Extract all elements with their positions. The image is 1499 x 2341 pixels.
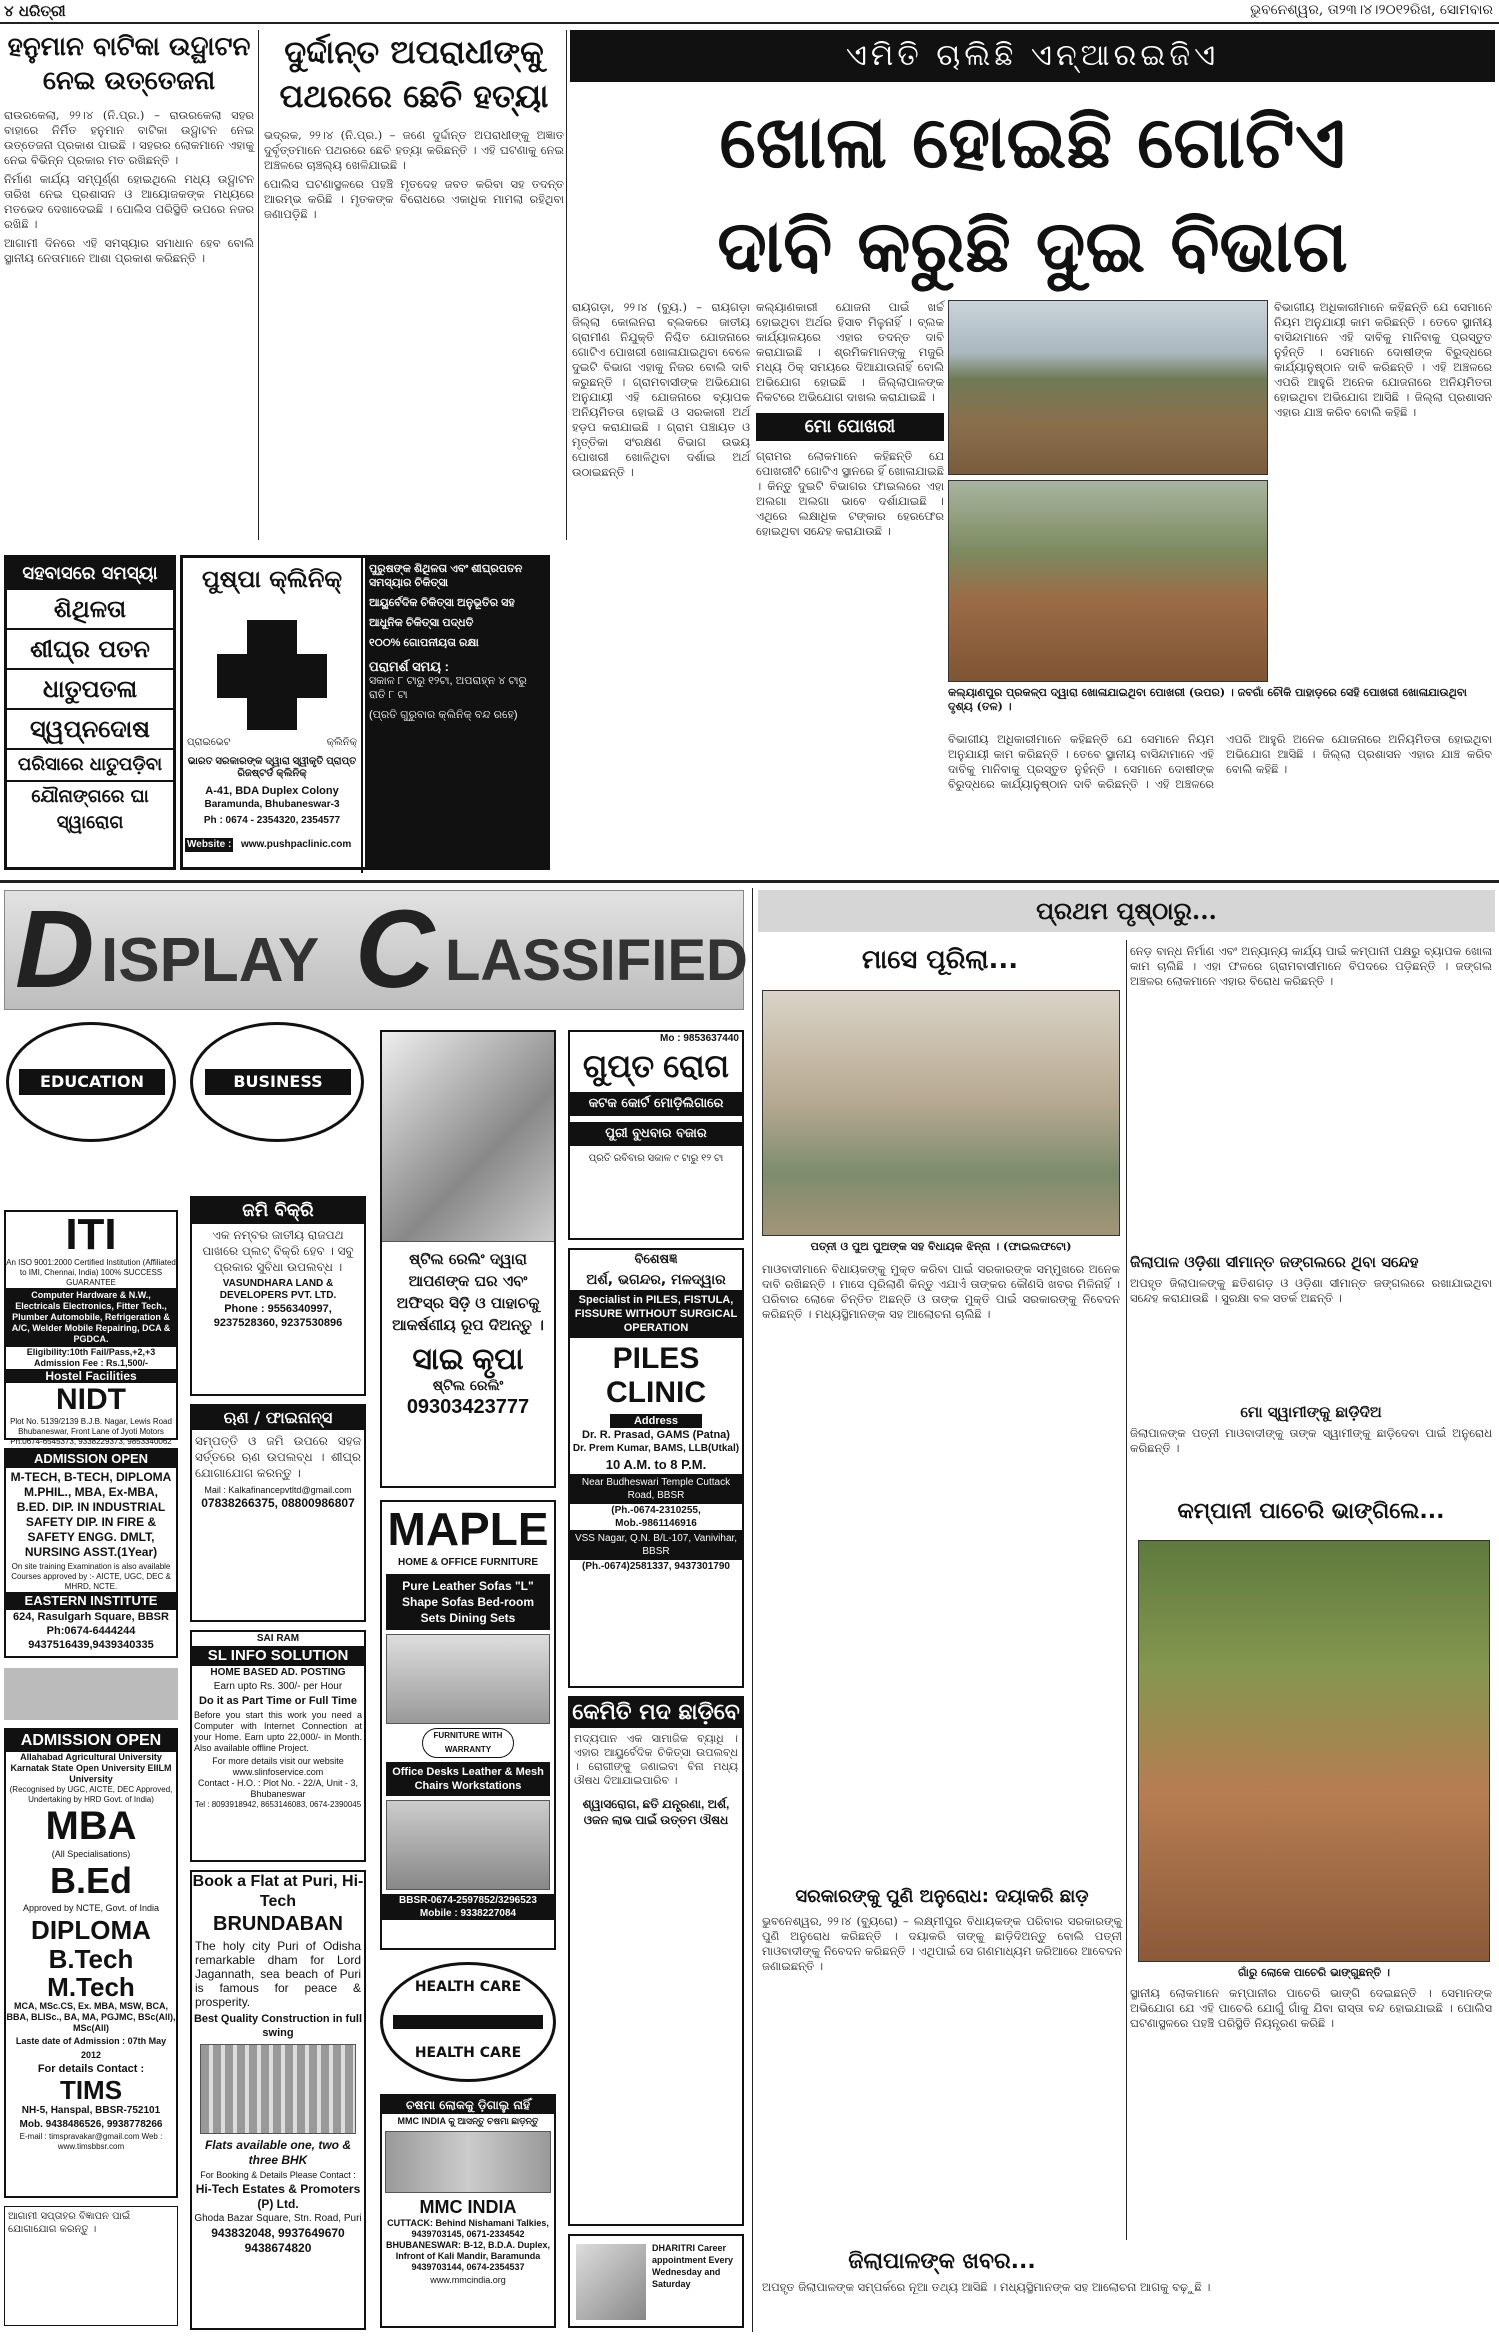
story-a-family-photo <box>762 990 1120 1236</box>
ad-pushpa-right-tag: କ୍ଲିନିକ୍ <box>326 737 357 748</box>
sofa-photo <box>386 1634 550 1724</box>
classified-letter-c: C <box>355 888 435 1011</box>
medical-cross-icon-bar <box>217 654 327 698</box>
ad-land-sale <box>190 1196 366 1396</box>
ad-secret-title: ଗୁପ୍ତ ରୋଗ <box>582 1048 730 1084</box>
story-murder-headline: ଦୁର୍ଦ୍ଦାନ୍ତ ଅପରାଧୀଙ୍କୁ ପଥରରେ ଛେଚି ହତ୍ୟା <box>279 33 549 115</box>
ad-admission-note: On site training Examination is also available Courses approved by :- AICTE, UGC, DEC & MHRD, NCTE. <box>11 1562 171 1591</box>
ad-sl-part: Do it as Part Time or Full Time <box>199 1695 357 1707</box>
story-paragraph: ଆଗାମୀ ଦିନରେ ଏହି ସମସ୍ୟାର ସମାଧାନ ହେବ ବୋଲି ସ୍ଥାନୀୟ ନେତାମାନେ ଆଶା ପ୍ରକାଶ କରିଛନ୍ତି । <box>4 236 254 265</box>
ad-steel-name: ସାଇ କୃପା <box>412 1343 524 1376</box>
ad-mmc-name: MMC INDIA <box>419 2197 517 2217</box>
ad-land-body: ଏକ ନମ୍ବର ଜାତୀୟ ରାଜପଥ ପାଖରେ ପ୍ଲଟ୍ ବିକ୍ରି ହେବ । ସବୁ ପ୍ରକାର ସୁବିଧା ଉପଲବ୍ଧ । <box>202 1228 354 1274</box>
ad-iti <box>4 1210 178 1446</box>
ad-sex-problems-title: ସହବାସରେ ସମସ୍ୟା <box>7 558 173 590</box>
ad-piles-expert: ବିଶେଷଜ୍ଞ <box>634 1252 678 1267</box>
ad-tims-diploma: DIPLOMA <box>31 1915 151 1945</box>
ad-brundaban <box>190 1870 366 2330</box>
story-a-headline: ମାସେ ପୂରିଲା... <box>861 945 1019 975</box>
ad-iti-cert: An ISO 9001:2000 Certified Institution (Affiliated to IMI, Chennai, India) 100% SUCCESS GUARANTEE <box>6 1258 176 1287</box>
ad-pushpa-point: ଆୟୁର୍ବେଦିକ ଚିକିତ୍ସା ଅନୁଭୂତିର ସହ <box>369 597 515 609</box>
ad-land-phone: Phone : 9556340997, 9237528360, 9237530896 <box>213 1303 343 1329</box>
badge-business-label: BUSINESS <box>205 1069 351 1095</box>
ad-brundaban-company: Hi-Tech Estates & Promoters (P) Ltd. <box>195 2182 361 2211</box>
grey-spacer <box>4 1668 178 1720</box>
ad-pushpa-point: ୧୦୦% ଗୋପନୀୟତା ରକ୍ଷା <box>369 637 479 649</box>
ad-sex-line: ଯୌନାଙ୍ଗରେ ଘା ସ୍ୱାରୋଗ <box>31 786 149 833</box>
lead-photo-caption: କଲ୍ୟାଣପୁର ପ୍ରକଳ୍ପ ଦ୍ୱାରା ଖୋଳାଯାଇଥିବା ପୋଖରୀ (ଉପର) । ଜବଗାଁ ଚୌକି ପାହାଡ଼ରେ ସେହି ପୋଖରୀ ଖୋଳାଯାଉଥିବା ଦୃଶ୍ୟ (ତଳ) । <box>948 686 1467 713</box>
ad-mmc-head: ଚଷମା ଲୋକକୁ ଡ଼ିଗାଲୁ ନାହିଁ <box>382 2096 554 2114</box>
ad-iti-courses: Computer Hardware & N.W., Electricals Electronics, Fitter Tech., Plumber Automobile, Refrigeration & A/C, Welder Mobile Repairing, DCA & PGDCA. <box>6 1288 176 1347</box>
ad-maple-contact: BBSR-0674-2597852/3296523 Mobile : 9338227084 <box>382 1894 554 1920</box>
ad-finance-phone: 07838266375, 08800986807 <box>201 1496 355 1510</box>
ad-admission-addr: 624, Rasulgarh Square, BBSR Ph:0674-6444244 9437516439,9439340335 <box>13 1611 169 1651</box>
ad-brundaban-flats: Flats available one, two & three BHK <box>204 2138 352 2167</box>
ad-sl-earn: Earn upto Rs. 300/- per Hour <box>213 1681 343 1692</box>
lead-headline-1: ଖୋଳା ହୋଇଛି ଗୋଟିଏ <box>719 100 1346 184</box>
lead-subhead: ମୋ ପୋଖରୀ <box>756 413 944 441</box>
column-rule <box>1126 940 1127 2240</box>
ad-admission-tims <box>4 1728 178 2198</box>
ad-kemiti <box>568 1696 744 2226</box>
ad-pushpa-approval: ଭାରତ ସରକାରଙ୍କ ଦ୍ୱାରା ସ୍ୱୀକୃତି ପ୍ରାପ୍ତ ରିଜଷ୍ଟର୍ଡ କ୍ଲିନିକ୍ <box>187 756 357 779</box>
career-illustration <box>576 2244 646 2320</box>
ad-dharitri-career <box>568 2234 744 2328</box>
story-c-headline: ଜିଲାପାଳଙ୍କ ଖବର... <box>848 2249 1036 2274</box>
ad-tims-unis: Allahabad Agricultural University Karnatak State Open University EIILM University <box>10 1752 172 1784</box>
story-d-wall-photo <box>1138 1540 1490 1962</box>
story-murder <box>264 30 564 538</box>
ad-pushpa-phone: Ph : 0674 - 2354320, 2354577 <box>203 815 341 826</box>
badge-health-top: HEALTH CARE <box>414 1979 522 1995</box>
ad-maple-items: Pure Leather Sofas "L" Shape Sofas Bed-room Sets Dining Sets <box>386 1574 550 1630</box>
ad-tims-mtech: M.Tech <box>47 1972 135 2002</box>
ad-pushpa-address-2: Baramunda, Bhubaneswar-3 <box>204 799 340 810</box>
ad-tims-bed-sub: Approved by NCTE, Govt. of India <box>22 1903 160 1913</box>
lead-column-2-text: କଲ୍ୟାଣକାରୀ ଯୋଜନା ପାଇଁ ଖର୍ଚ୍ଚ ହୋଇଥିବା ଅର୍ଥର ହିସାବ ମିଳୁନାହିଁ । ବ୍ଲକ କାର୍ଯ୍ୟାଳୟରେ ଏହାର ତଦନ୍ତ ଦାବି କରାଯାଇଛି । ଶ୍ରମିକମାନଙ୍କୁ ମଜୁରି ମଧ୍ୟ ଠିକ୍ ସମୟରେ ଦିଆଯାଉନାହିଁ ବୋଲି ଅଭିଯୋଗ ହୋଇଛି । ଜିଲ୍ଲାପାଳଙ୍କ ନିକଟରେ ଅଭିଯୋଗ ଦାଖଲ କରାଯାଇଛି । <box>756 300 944 404</box>
ad-land-title: ଜମି ବିକ୍ରି <box>192 1198 364 1224</box>
classified-word-2: LASSIFIED <box>445 928 748 993</box>
ad-pushpa-hours: ସକାଳ ୮ ଟାରୁ ୧୨ଟା, ଅପରାହ୍ନ ୪ ଟାରୁ ରାତି ୮ ଟା <box>369 675 527 701</box>
ad-admission-eastern <box>4 1448 178 1658</box>
ad-kemiti-foot: ଶ୍ୱାସରୋଗ, ଛତି ଯନ୍ତ୍ରଣା, ଅର୍ଶ, ଓଜନ ଲାଭ ପାଇଁ ଉତ୍ତମ ଔଷଧ <box>582 1797 730 1827</box>
ad-finance-title: ଋଣ / ଫାଇନାନ୍ସ <box>192 1406 364 1430</box>
lead-column-3: ବିଭାଗୀୟ ଅଧିକାରୀମାନେ କହିଛନ୍ତି ଯେ ସେମାନେ ନିୟମ ଅନୁଯାୟୀ କାମ କରିଛନ୍ତି । ତେବେ ସ୍ଥାନୀୟ ବାସିନ୍ଦାମାନେ ଏହି ଦାବିକୁ ମାନିବାକୁ ପ୍ରସ୍ତୁତ ନୁହଁନ୍ତି । ସେମାନେ ଦୋଷୀଙ୍କ ବିରୁଦ୍ଧରେ କାର୍ଯ୍ୟାନୁଷ୍ଠାନ ଦାବି କରିଛନ୍ତି । ଏହି ଅଞ୍ଚଳରେ ଏପରି ଆହୁରି ଅନେକ ଯୋଜନାରେ ଅନିୟମିତତା ହୋଇଥିବା ଅଭିଯୋଗ ଆସିଛି । ଜିଲ୍ଲା ପ୍ରଶାସନ ଏହାର ଯାଞ୍ଚ କରିବ ବୋଲି କହିଛି । <box>1274 300 1492 419</box>
front-right-column: ନେଡ଼ ବାନ୍ଧ ନିର୍ମାଣ ଏବଂ ଅନ୍ୟାନ୍ୟ କାର୍ଯ୍ୟ ପାଇଁ କମ୍ପାନୀ ପକ୍ଷରୁ ବ୍ୟାପକ ଖୋଳା କାମ ଚାଲିଛି । ଏହା ଫଳରେ ଗ୍ରାମବାସୀମାନେ ବିପଦରେ ପଡ଼ିଛନ୍ତି । ଜଙ୍ଗଲ ଅଞ୍ଚଳର ଲୋକମାନେ ଏହାର ବିରୋଧ କରିଛନ୍ତି । <box>1130 944 1492 988</box>
staircase-photo <box>382 1032 554 1242</box>
ad-sl-contact: Contact - H.O. : Plot No. - 22/A, Unit - 3, Bhubaneswar <box>197 1778 359 1799</box>
lead-photo-top <box>948 300 1268 475</box>
ad-iti-address: Plot No. 5139/2139 B.J.B. Nagar, Lewis Road Bhubaneswar, Front Lane of Jyoti Motors Ph:0674-6545373, 9338229373, 9853340062 <box>10 1417 172 1446</box>
lead-column-2 <box>756 300 944 878</box>
ad-pushpa-point: ଆଧୁନିକ ଚିକିତ୍ସା ପଦ୍ଧତି <box>369 617 474 629</box>
ad-sex-problems <box>4 555 176 870</box>
lead-column-2b-text: ଗ୍ରାମର ଲୋକମାନେ କହିଛନ୍ତି ଯେ ପୋଖରୀଟି ଗୋଟିଏ ସ୍ଥାନରେ ହିଁ ଖୋଳାଯାଇଛି । କିନ୍ତୁ ଦୁଇଟି ବିଭାଗର ଫାଇଲରେ ଏହା ଅଲଗା ଅଲଗା ଭାବେ ଦର୍ଶାଯାଇଛି । ଏଥିରେ ଲକ୍ଷାଧିକ ଟଙ୍କାର ହେରଫେର ହୋଇଥିବା ସନ୍ଦେହ କରାଯାଉଛି । <box>756 449 944 538</box>
story-paragraph: ନିର୍ମାଣ କାର୍ଯ୍ୟ ସମ୍ପୂର୍ଣ୍ଣ ହୋଇଥିଲେ ମଧ୍ୟ ଉଦ୍ଘାଟନ ତାରିଖ ନେଇ ପ୍ରଶାସନ ଓ ଆୟୋଜକଙ୍କ ମଧ୍ୟରେ ମତଭେଦ ଦେଖାଦେଇଛି । ପୋଲିସ ପରିସ୍ଥିତି ଉପରେ ନଜର ରଖିଛି । <box>4 172 254 231</box>
ad-tims-other: MCA, MSc.CS, Ex. MBA, MSW, BCA, BBA, BLISc., BA, MA, PGJMC, BSc(All), MSc(All) <box>6 2001 176 2033</box>
badge-business <box>190 1022 364 1142</box>
ad-kemiti-title: କେମିତି ମଦ ଛାଡ଼ିବେ <box>570 1698 742 1728</box>
ad-piles-ph1: (Ph.-0674-2310255, Mob.-9861146916 <box>611 1505 701 1529</box>
column-rule <box>566 30 567 540</box>
story-paragraph: ପୋଲିସ ଘଟଣାସ୍ଥଳରେ ପହଞ୍ଚି ମୃତଦେହ ଜବତ କରିବା ସହ ତଦନ୍ତ ଆରମ୍ଭ କରିଛି । ମୃତକଙ୍କ ବିରୋଧରେ ଏକାଧିକ ମାମଲା ରହିଥିବା ଜଣାପଡ଼ିଛି । <box>264 177 564 221</box>
office-chair-photo <box>386 1800 550 1890</box>
section-rule <box>0 880 1499 883</box>
ad-admission-inst: EASTERN INSTITUTE <box>6 1592 176 1610</box>
ad-iti-name: NIDT <box>56 1383 126 1416</box>
ad-maple-title: MAPLE <box>387 1503 549 1555</box>
ad-sl-title: SL INFO SOLUTION <box>192 1646 364 1666</box>
ad-admission-title: ADMISSION OPEN <box>6 1450 176 1468</box>
ad-pushpa-clinic <box>180 555 550 870</box>
building-illustration <box>200 2044 356 2134</box>
story-b-headline: ସରକାରଙ୍କୁ ପୁଣି ଅନୁରୋଧ: ଦୟାକରି ଛାଡ଼ <box>795 1886 1089 1907</box>
ad-piles-loc1: Near Budheswari Temple Cuttack Road, BBSR <box>570 1474 742 1504</box>
ad-sex-line: ଶିଥିଳତା <box>7 590 173 630</box>
ad-land-company: VASUNDHARA LAND & DEVELOPERS PVT. LTD. <box>219 1278 337 1301</box>
display-classified-banner <box>4 888 748 1011</box>
front-subhead-2-body: ଜିଲାପାଳଙ୍କ ପତ୍ନୀ ମାଓବାଦୀଙ୍କୁ ତାଙ୍କ ସ୍ୱାମୀଙ୍କୁ ଛାଡ଼ିଦେବା ପାଇଁ ଅନୁରୋଧ କରିଛନ୍ତି । <box>1130 1426 1492 1455</box>
ad-admission-body: M-TECH, B-TECH, DIPLOMA M.PHIL., MBA, Ex-MBA, B.ED. DIP. IN INDUSTRIAL SAFETY DIP. IN FIRE & SAFETY ENGG. DMLT, NURSING ASST.(1Year) <box>10 1470 172 1559</box>
ad-tims-inst: TIMS <box>59 2075 123 2105</box>
ad-pushpa-title: ପୁଷ୍ପା କ୍ଲିନିକ୍ <box>201 565 343 593</box>
front-subhead-2: ମୋ ସ୍ୱାମୀଙ୍କୁ ଛାଡ଼ିଦିଅ <box>1240 1403 1382 1421</box>
ad-kemiti-body: ମଦ୍ୟପାନ ଏକ ସାମାଜିକ ବ୍ୟାଧି । ଏହାର ଆୟୁର୍ବେଦିକ ଚିକିତ୍ସା ଉପଲବ୍ଧ । ରୋଗୀଙ୍କୁ ଜଣାଇବା ବିନା ମଧ୍ୟ ଔଷଧ ଦିଆଯାଇପାରିବ । <box>574 1732 738 1787</box>
ad-brundaban-name: BRUNDABAN <box>213 1913 343 1935</box>
story-b-body: ଭୁବନେଶ୍ୱର, ୨୨।୪ (ବ୍ୟୁରୋ) – ଲକ୍ଷ୍ମୀପୁର ବିଧାୟକଙ୍କ ପରିବାର ସରକାରଙ୍କୁ ପୁଣି ଅନୁରୋଧ କରିଛନ୍ତି । ଦୟାକରି ତାଙ୍କୁ ଛାଡ଼ିଦିଅନ୍ତୁ ବୋଲି ପତ୍ନୀ ମାଓବାଦୀଙ୍କୁ ନିବେଦନ କରିଛନ୍ତି । ଏଥିପାଇଁ ସେ ଗଣମାଧ୍ୟମ ଜରିଆରେ ଆବେଦନ ଜଣାଇଛନ୍ତି । <box>762 1914 1122 1973</box>
ad-sl-tel: Tel : 8093918942, 8653146083, 0674-2390045 <box>194 1800 362 1809</box>
ad-sex-line: ପରିସାରେ ଧାତୁପଡ଼ିବା <box>7 750 173 782</box>
ad-piles-address-label: Address <box>610 1414 702 1428</box>
ad-brundaban-phone: 943832048, 9937649670 9438674820 <box>211 2226 345 2255</box>
classified-word-1: ISPLAY <box>101 926 320 995</box>
ad-tims-mob: Mob. 9438486526, 9938778266 <box>19 2119 163 2130</box>
front-subhead-1: ଜିଲାପାଳ ଓଡ଼ିଶା ସୀମାନ୍ତ ଜଙ୍ଗଲରେ ଥିବା ସନ୍ଦେହ <box>1130 1253 1419 1271</box>
ad-pushpa-hours-label: ପରାମର୍ଶ ସମୟ : <box>369 659 449 674</box>
header-rule <box>0 22 1499 24</box>
ad-secret-line: ପୁରୀ ବୁଧବାର ବଜାର <box>570 1122 742 1146</box>
column-rule <box>752 888 753 2332</box>
ad-secret-line: କଟକ କୋର୍ଟ ମୋଡ଼ିଲିଗାରେ <box>570 1092 742 1116</box>
ad-brundaban-head: Book a Flat at Puri, Hi-Tech <box>192 1873 364 1910</box>
ad-secret-disease <box>568 1030 744 1240</box>
ad-sl-top: SAI RAM <box>256 1633 300 1644</box>
badge-health-care <box>380 1962 556 2082</box>
ad-piles-time: 10 A.M. to 8 P.M. <box>605 1457 707 1472</box>
ad-tims-btech: B.Tech <box>48 1944 134 1974</box>
lead-headline-2: ଦାବି କରୁଛି ଦୁଇ ବିଭାଗ <box>717 204 1348 288</box>
front-banner: ପ୍ରଥମ ପୃଷ୍ଠାରୁ... <box>758 890 1495 932</box>
ad-mmc-web[interactable]: www.mmcindia.org <box>430 2275 506 2285</box>
lead-column-1: ରାୟଗଡ଼ା, ୨୨।୪ (ବ୍ୟୁ.) – ରାୟଗଡ଼ା ଜିଲ୍ଲା କୋଲନରା ବ୍ଲକରେ ଜାତୀୟ ଗ୍ରାମୀଣ ନିଯୁକ୍ତି ନିଶ୍ଚିତ ଯୋଜନାରେ ଗୋଟିଏ ପୋଖରୀ ଖୋଳାଯାଇଥିବା ବେଳେ ଦୁଇଟି ବିଭାଗ ଏହାକୁ ନିଜର ବୋଲି ଦାବି କରୁଛନ୍ତି । ଗ୍ରାମବାସୀଙ୍କ ଅଭିଯୋଗ ଅନୁଯାୟୀ ଏହି ଯୋଜନାରେ ବ୍ୟାପକ ଅନିୟମିତତା ହୋଇଛି ଓ ସରକାରୀ ଅର୍ଥ ହଡ଼ପ କରାଯାଇଛି । ଗ୍ରାମ ପଞ୍ଚାୟତ ଓ ମୃତ୍ତିକା ସଂରକ୍ଷଣ ବିଭାଗ ଉଭୟ ପୋଖରୀ ଖୋଳିଥିବା ଦର୍ଶାଇ ଅର୍ଥ ଉଠାଇଛନ୍ତି । <box>572 300 750 479</box>
badge-education <box>6 1022 176 1142</box>
ad-piles-loc2: VSS Nagar, Q.N. B/L-107, Vanivihar, BBSR <box>570 1530 742 1560</box>
ad-tims-last: Laste date of Admission : 07th May 2012 <box>15 2036 167 2060</box>
ad-sl-sub: HOME BASED AD. POSTING <box>210 1667 346 1678</box>
ad-sl-web[interactable]: For more details visit our website www.slinfoservice.com <box>212 1756 344 1777</box>
ad-brundaban-body: The holy city Puri of Odisha remarkable dham for Lord Jagannath, sea beach of Puri is famous for peace & prosperity. <box>195 1939 361 2009</box>
ad-mmc-cuttack: CUTTACK: Behind Nishamani Talkies, 9439703145, 0671-2334542 <box>387 2218 549 2239</box>
ad-tims-bed: B.Ed <box>49 1860 132 1901</box>
lead-kicker: ଏମିତି ଚାଲିଛି ଏନ୍ଆରଇଜିଏ <box>570 30 1495 82</box>
before-after-photo <box>385 2131 551 2193</box>
ad-maple-furniture <box>380 1500 556 1950</box>
story-paragraph: ଭଦ୍ରକ, ୨୨।୪ (ନି.ପ୍ର.) – ଜଣେ ଦୁର୍ଦ୍ଦାନ୍ତ ଅପରାଧୀଙ୍କୁ ଅଜ୍ଞାତ ଦୁର୍ବୃତ୍ତମାନେ ପଥରରେ ଛେଚି ହତ୍ୟା କରିଛନ୍ତି । ଏହି ଘଟଣାକୁ ନେଇ ଅଞ୍ଚଳରେ ଚାଞ୍ଚଲ୍ୟ ଖେଳିଯାଇଛି । <box>264 128 564 172</box>
ad-iti-eligibility: Eligibility:10th Fail/Pass,+2,+3 Admission Fee : Rs.1,500/- <box>26 1347 156 1368</box>
ad-iti-hostel: Hostel Facilities <box>6 1369 176 1383</box>
story-d-headline: କମ୍ପାନୀ ପାଚେରି ଭାଙ୍ଗିଲେ... <box>1177 1499 1445 1524</box>
ad-brundaban-booking: For Booking & Details Please Contact : <box>200 2170 356 2180</box>
ad-steel-sub: ଷ୍ଟିଲ ରେଲିଂ <box>432 1378 504 1394</box>
story-a-caption: ପତ୍ନୀ ଓ ପୁଅ ପୁଅଙ୍କ ସହ ବିଧାୟକ ଝିନ୍ନା । (ଫାଇଲଫଟୋ) <box>810 1240 1072 1253</box>
dateline: ଭୁବନେଶ୍ୱର, ତା୨୩।୪।୨୦୧୨ରିଖ, ସୋମବାର <box>1250 2 1493 18</box>
ad-pushpa-point: ପୁରୁଷଙ୍କ ଶିଥିଳତା ଏବଂ ଶୀଘ୍ରପତନ ସମସ୍ୟାର ଚିକିତ୍ସା <box>369 563 523 589</box>
ad-tims-web[interactable]: E-mail : timspravakar@gmail.com Web : www.timsbbsr.com <box>19 2132 163 2151</box>
ad-maple-sub: HOME & OFFICE FURNITURE <box>398 1557 538 1568</box>
ad-sl-body: Before you start this work you need a Computer with Internet Connection at your Home. Earn upto 22,000/- in Month. Also available offline Project. <box>194 1710 362 1753</box>
story-d-body: ସ୍ଥାନୀୟ ଲୋକମାନେ କମ୍ପାନୀର ପାଚେରି ଭାଙ୍ଗି ଦେଇଛନ୍ତି । ସେମାନଙ୍କ ଅଭିଯୋଗ ଯେ ଏହି ପାଚେରି ଯୋଗୁଁ ଗାଁକୁ ଯିବା ରାସ୍ତା ବନ୍ଦ ହୋଇଯାଇଛି । ପୋଲିସ ଘଟଣାସ୍ଥଳରେ ପହଞ୍ଚି ପରିସ୍ଥିତି ନିୟନ୍ତ୍ରଣ କରିଛି । <box>1130 1986 1492 2030</box>
ad-tims-contact: For details Contact : <box>37 2063 145 2075</box>
ad-piles-name: PILES CLINIC <box>606 1342 706 1409</box>
lead-photo-bottom <box>948 480 1268 682</box>
ad-secret-mo: Mo : 9853637440 <box>660 1033 739 1044</box>
badge-health-bar <box>393 2015 543 2029</box>
ad-maple-office: Office Desks Leather & Mesh Chairs Workstations <box>386 1762 550 1796</box>
ad-tims-mba: MBA <box>45 1804 137 1848</box>
ad-piles-head: ଅର୍ଶ, ଭଗନ୍ଦର, ମଳଦ୍ୱାର <box>586 1272 726 1288</box>
story-d-caption: ଗାଁରୁ ଲୋକେ ପାଚେରି ଭାଙ୍ଗୁଛନ୍ତି । <box>1237 1966 1390 1979</box>
ad-pushpa-website[interactable]: www.pushpaclinic.com <box>241 839 352 850</box>
ad-tims-recog: (Recognised by UGC, AICTE, DEC Approved, Undertaking by HRD Govt. of India) <box>9 1785 173 1804</box>
ad-iti-title: ITI <box>65 1210 117 1259</box>
ad-steel-phone: 09303423777 <box>406 1396 530 1418</box>
page-header <box>0 0 1499 22</box>
ad-sl-info <box>190 1630 366 1862</box>
ad-dharitri-text: DHARITRI Career appointment Every Wednesday and Saturday <box>652 2243 734 2289</box>
story-hanuman-headline: ହନୁମାନ ବାଟିକା ଉଦ୍ଘାଟନ ନେଇ ଉତ୍ତେଜନା <box>7 32 251 96</box>
section-label: ୪ ଧରିତ୍ରୀ <box>4 2 66 20</box>
ad-finance-body: ସମ୍ପତ୍ତି ଓ ଜମି ଉପରେ ସହଜ ସର୍ତ୍ତରେ ଋଣ ଉପଲବ୍ଧ । ଶୀଘ୍ର ଯୋଗାଯୋଗ କରନ୍ତୁ । <box>195 1434 361 1480</box>
ad-piles-doc2: Dr. Prem Kumar, BAMS, LLB(Utkal) <box>572 1443 740 1454</box>
ad-brundaban-addr: Ghoda Bazar Square, Stn. Road, Puri <box>194 2213 362 2224</box>
column-rule <box>258 30 259 540</box>
ad-sex-line: ଶୀଘ୍ର ପତନ <box>7 630 173 670</box>
ad-tims-addr: NH-5, Hanspal, BBSR-752101 <box>21 2105 161 2116</box>
ad-piles-spec: Specialist in PILES, FISTULA, FISSURE WITHOUT SURGICAL OPERATION <box>570 1290 742 1338</box>
story-hanuman <box>4 30 254 538</box>
ad-piles-clinic <box>568 1248 744 1688</box>
ad-pushpa-left-tag: ପ୍ରାଇଭେଟ <box>187 737 231 748</box>
story-a-body: ମାଓବାଦୀମାନେ ବିଧାୟକଙ୍କୁ ମୁକ୍ତ କରିବା ପାଇଁ ସରକାରଙ୍କ ସମ୍ମୁଖରେ ଅନେକ ଦାବି ରଖିଛନ୍ତି । ମାସେ ପୂରିଲାଣି କିନ୍ତୁ ଏଯାଏଁ ତାଙ୍କର କୌଣସି ଖବର ମିଳିନାହିଁ । ପରିବାର ଲୋକେ ଚିନ୍ତିତ ଅଛନ୍ତି ଓ ତାଙ୍କ ମୁକ୍ତି ପାଇଁ ସରକାରଙ୍କୁ ନିବେଦନ କରିଛନ୍ତି । ମଧ୍ୟସ୍ଥିମାନଙ୍କ ସହ ଆଲୋଚନା ଚାଲିଛି । <box>762 1262 1120 1321</box>
ad-footnote: ଆଗାମୀ ସପ୍ତାହର ବିଜ୍ଞାପନ ପାଇଁ ଯୋଗାଯୋଗ କରନ୍ତୁ । <box>4 2206 178 2326</box>
ad-tims-title: ADMISSION OPEN <box>6 1730 176 1752</box>
ad-pushpa-website-label: Website : <box>187 839 232 850</box>
ad-mmc-sub: MMC INDIA କୁ ଆସନ୍ତୁ ଚଷମା ଛାଡ଼ନ୍ତୁ <box>397 2116 539 2126</box>
story-paragraph: ରାଉରକେଲା, ୨୨।୪ (ନି.ପ୍ର.) – ରାଉରକେଲା ସହର ବାହାରେ ନିର୍ମିତ ହନୁମାନ ବାଟିକା ଉଦ୍ଘାଟନ ନେଇ ଉତ୍ତେଜନା ପ୍ରକାଶ ପାଇଛି । ସହରର ଲୋକମାନେ ଏହାକୁ ନେଇ ବିଭିନ୍ନ ପ୍ରକାର ମତ ରଖିଛନ୍ତି । <box>4 108 254 167</box>
ad-sex-line: ସ୍ୱପ୍ନଦୋଷ <box>7 710 173 750</box>
ad-brundaban-best: Best Quality Construction in full swing <box>193 2013 363 2039</box>
ad-finance-email[interactable]: Mail : Kalkafinancepvtltd@gmail.com <box>204 1485 352 1495</box>
ad-mmc-bbsr: BHUBANESWAR: B-12, B.D.A. Duplex, Infront of Kali Mandir, Baramunda 9439703144, 0674-2354537 <box>385 2240 550 2272</box>
ad-pushpa-address-1: A-41, BDA Duplex Colony <box>205 785 339 797</box>
ad-finance <box>190 1404 366 1622</box>
classified-letter-d: D <box>15 888 95 1011</box>
ad-piles-doc1: Dr. R. Prasad, GAMS (Patna) <box>582 1429 730 1441</box>
ad-mmc-india <box>380 2094 556 2328</box>
story-c-body: ଅପହୃତ ଜିଲାପାଳଙ୍କ ସମ୍ପର୍କରେ ନୂଆ ତଥ୍ୟ ଆସିଛି । ମଧ୍ୟସ୍ଥିମାନଙ୍କ ସହ ଆଲୋଚନା ଆଗକୁ ବଢ଼ୁଛି । <box>762 2280 1211 2294</box>
ad-pushpa-logo-area <box>183 558 363 873</box>
ad-sex-line: ଧାତୁପତଳା <box>7 670 173 710</box>
lead-column-4: ବିଭାଗୀୟ ଅଧିକାରୀମାନେ କହିଛନ୍ତି ଯେ ସେମାନେ ନିୟମ ଅନୁଯାୟୀ କାମ କରିଛନ୍ତି । ତେବେ ସ୍ଥାନୀୟ ବାସିନ୍ଦାମାନେ ଏହି ଦାବିକୁ ମାନିବାକୁ ପ୍ରସ୍ତୁତ ନୁହଁନ୍ତି । ସେମାନେ ଦୋଷୀଙ୍କ ବିରୁଦ୍ଧରେ କାର୍ଯ୍ୟାନୁଷ୍ଠାନ ଦାବି କରିଛନ୍ତି । ଏହି ଅଞ୍ଚଳରେ ଏପରି ଆହୁରି ଅନେକ ଯୋଜନାରେ ଅନିୟମିତତା ହୋଇଥିବା ଅଭିଯୋଗ ଆସିଛି । ଜିଲ୍ଲା ପ୍ରଶାସନ ଏହାର ଯାଞ୍ଚ କରିବ ବୋଲି କହିଛି । <box>948 732 1492 791</box>
ad-piles-ph2: (Ph.-0674)2581337, 9437301790 <box>582 1561 730 1572</box>
front-subhead-1-body: ଅପହୃତ ଜିଲାପାଳଙ୍କୁ ଛତିଶଗଡ଼ ଓ ଓଡ଼ିଶା ସୀମାନ୍ତ ଜଙ୍ଗଲରେ ରଖାଯାଇଥିବା ସନ୍ଦେହ କରାଯାଉଛି । ସୁରକ୍ଷା ବଳ ସତର୍କ ଅଛନ୍ତି । <box>1130 1276 1492 1305</box>
ad-steel-body: ଷ୍ଟିଲ ରେଲିଂ ଦ୍ୱାରା ଆପଣଙ୍କ ଘର ଏବଂ ଅଫିସ୍‌ର ସିଡ଼ି ଓ ପାହାଚକୁ ଆକର୍ଷଣୀୟ ରୂପ ଦିଅନ୍ତୁ । <box>392 1250 544 1334</box>
ad-secret-foot: ପ୍ରତି ରବିବାର ସକାଳ ୯ ଟାରୁ ୧୨ ଟା <box>588 1153 724 1164</box>
ad-steel-railing <box>380 1030 556 1488</box>
ad-pushpa-points <box>365 558 547 867</box>
ad-maple-badge: FURNITURE WITH WARRANTY <box>422 1728 514 1758</box>
ad-tims-mba-sub: (All Specialisations) <box>51 1849 131 1859</box>
badge-health-bottom: HEALTH CARE <box>414 2045 522 2061</box>
badge-education-label: EDUCATION <box>19 1069 165 1095</box>
ad-pushpa-note: (ପ୍ରତି ଗୁରୁବାର କ୍ଲିନିକ୍ ବନ୍ଦ ରହେ) <box>369 709 518 721</box>
